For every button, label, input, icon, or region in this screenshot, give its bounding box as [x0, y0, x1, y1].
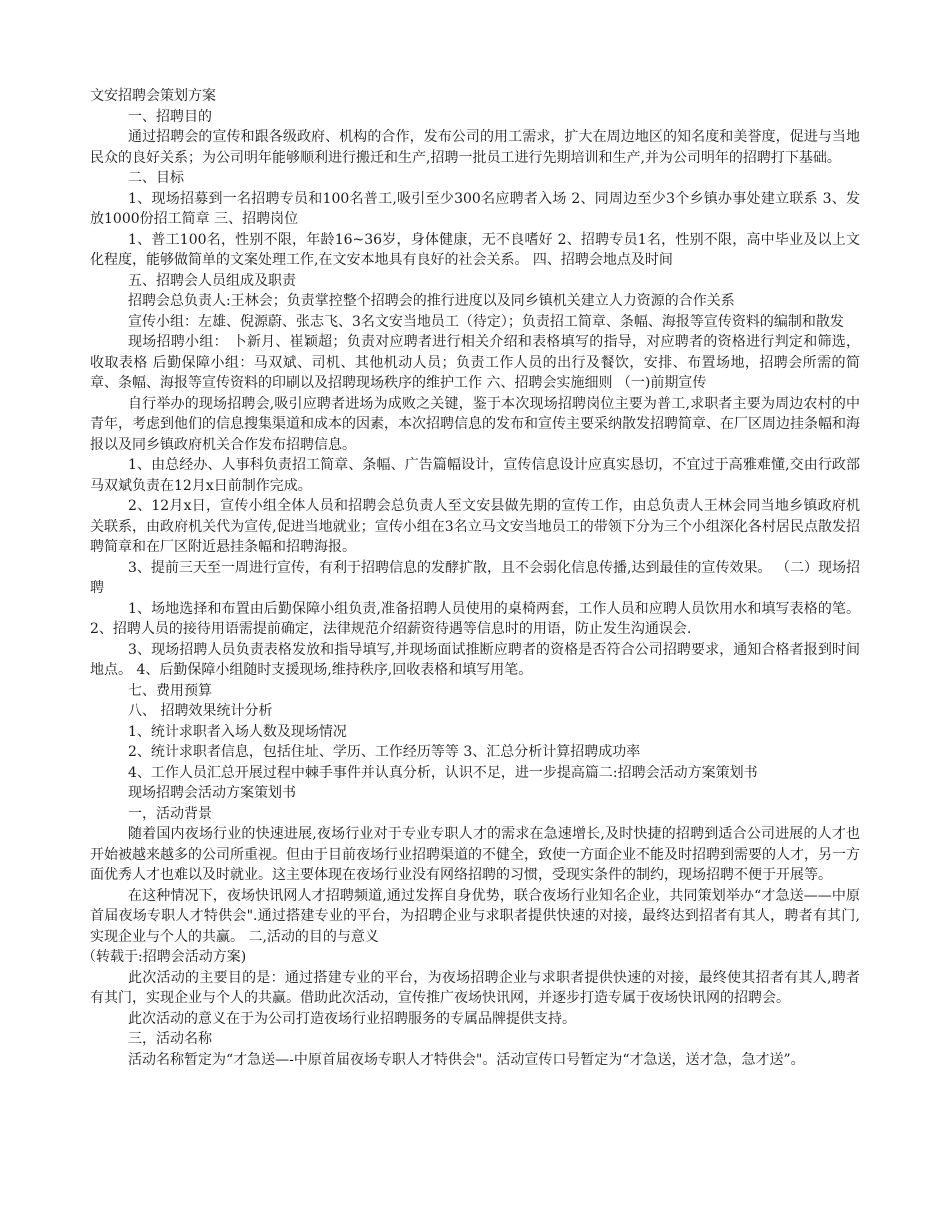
body-paragraph: 自行举办的现场招聘会,吸引应聘者进场为成败之关键，鉴于本次现场招聘岗位主要为普工,求职者主要为周边农村的中青年，考虑到他们的信息搜集渠道和成本的因素，本次招聘信息的发布和宣传主要采纳散发招聘简章、在厂区周边挂条幅和海报以及同乡镇政府机关合作发布招聘信息。 [90, 395, 860, 453]
document-body [82, 107, 860, 1071]
body-paragraph: 1、由总经办、人事科负责招工简章、条幅、广告篇幅设计，宣传信息设计应真实恳切，不宜过于高雅难懂,交由行政部马双斌负责在12月x日前制作完成。 [90, 457, 860, 494]
body-paragraph: 在这种情况下，夜场快讯网人才招聘频道,通过发挥自身优势，联合夜场行业知名企业，共同策划举办“才急送——中原首届夜场专职人才特供会".通过搭建专业的平台，为招聘企业与求职者提供快速的对接，最终达到招者有其人，聘者有其门,实现企业与个人的共赢。 二,活动的目的与意义 [90, 887, 860, 945]
body-paragraph: 3、现场招聘人员负责表格发放和指导填写,并现场面试推断应聘者的资格是否符合公司招聘要求，通知合格者报到时间地点。 4、后勤保障小组随时支援现场,维持秩序,回收表格和填写用笔。 [90, 641, 860, 678]
body-paragraph: 1、普工100名，性别不限，年龄16~36岁，身体健康，无不良嗜好 2、招聘专员1名，性别不限，高中毕业及以上文化程度，能够做简单的文案处理工作,在文安本地具有良好的社会关系。 四、招聘会地点及时间 [90, 231, 860, 268]
body-paragraph: 1、统计求职者入场人数及现场情况 [128, 723, 347, 740]
body-paragraph: 二、目标 [128, 170, 184, 186]
body-paragraph: 2、12月x日，宣传小组全体人员和招聘会总负责人至文安县做先期的宣传工作，由总负责人王林会同当地乡镇政府机关联系，由政府机关代为宣传,促进当地就业；宣传小组在3名立马文安当地员工的带领下分为三个小组深化各村居民点散发招聘简章和在厂区附近悬挂条幅和招聘海报。 [90, 498, 860, 555]
body-paragraph: 通过招聘会的宣传和跟各级政府、机构的合作，发布公司的用工需求，扩大在周边地区的知名度和美誉度，促进与当地民众的良好关系；为公司明年能够顺利进行搬迁和生产,招聘一批员工进行先期培训和生产,并为公司明年的招聘打下基础。 [90, 129, 860, 166]
body-paragraph: 宣传小组：左雄、倪源蔚、张志飞、3名文安当地员工（待定）；负责招工简章、条幅、海报等宣传资料的编制和散发 [128, 313, 844, 330]
document-title: 文安招聘会策划方案 [90, 88, 216, 104]
body-paragraph: 招聘会总负责人:王林会；负责掌控整个招聘会的推行进度以及同乡镇机关建立人力资源的合作关系 [128, 293, 735, 309]
body-paragraph: 3、提前三天至一周进行宣传，有利于招聘信息的发酵扩散，且不会弱化信息传播,达到最佳的宣传效果。 （二）现场招聘 [90, 559, 860, 596]
body-paragraph: 此次活动的主要目的是：通过搭建专业的平台，为夜场招聘企业与求职者提供快速的对接，最终使其招者有其人,聘者有其门，实现企业与个人的共赢。借助此次活动，宣传推广夜场快讯网，并逐步打造专属于夜场快讯网的招聘会。 [90, 969, 860, 1006]
body-paragraph: 1、场地选择和布置由后勤保障小组负责,准备招聘人员使用的桌椅两套，工作人员和应聘人员饮用水和填写表格的笔。 2、招聘人员的接待用语需提前确定，法律规范介绍薪资待遇等信息时的用语，防止发生沟通误会. [90, 600, 860, 637]
body-paragraph: 三，活动名称 [128, 1031, 212, 1047]
body-paragraph: 1、现场招募到一名招聘专员和100名普工,吸引至少300名应聘者入场 2、同周边至少3个乡镇办事处建立联系 3、发放1000份招工简章 三、招聘岗位 [90, 190, 860, 227]
body-paragraph: 五、招聘会人员组成及职责 [128, 272, 296, 289]
body-paragraph: 现场招聘会活动方案策划书 [128, 785, 296, 801]
body-paragraph: 现场招聘小组： 卜新月、崔颖超；负责对应聘者进行相关介绍和表格填写的指导，对应聘者的资格进行判定和筛选，收取表格 后勤保障小组：马双斌、司机、其他机动人员；负责工作人员的出行及餐饮，安排、布置场地，招聘会所需的简章、条幅、海报等宣传资料的印刷以及招聘现场秩序的维护工作 六、招聘会实施细则 （一)前期宣传 [90, 334, 860, 391]
body-paragraph: 4、工作人员汇总开展过程中棘手事件并认真分析，认识不足，进一步提高篇二:招聘会活动方案策划书 [128, 764, 758, 781]
body-paragraph: 随着国内夜场行业的快速进展,夜场行业对于专业专职人才的需求在急速增长,及时快捷的招聘到适合公司进展的人才也开始被越来越多的公司所重视。但由于目前夜场行业招聘渠道的不健全，致使一方面企业不能及时招聘到需要的人才，另一方面优秀人才也难以及时就业。这主要体现在夜场行业没有网络招聘的习惯，受现实条件的制约，现场招聘不便于开展等。 [90, 826, 860, 883]
body-paragraph: 此次活动的意义在于为公司打造夜场行业招聘服务的专属品牌提供支持。 [128, 1010, 576, 1027]
body-paragraph: 一、招聘目的 [128, 108, 212, 125]
body-paragraph: 一，活动背景 [128, 805, 212, 822]
body-paragraph: 活动名称暂定为“才急送—-中原首届夜场专职人才特供会"。活动宣传口号暂定为“才急送，送才急，急才送”。 [128, 1051, 805, 1068]
body-paragraph: 八、 招聘效果统计分析 [128, 703, 273, 719]
body-paragraph: 七、费用预算 [128, 682, 212, 699]
body-paragraph: 2、统计求职者信息，包括住址、学历、工作经历等等 3、汇总分析计算招聘成功率 [128, 744, 641, 760]
body-paragraph: （转载于:招聘会活动方案) [82, 949, 247, 965]
